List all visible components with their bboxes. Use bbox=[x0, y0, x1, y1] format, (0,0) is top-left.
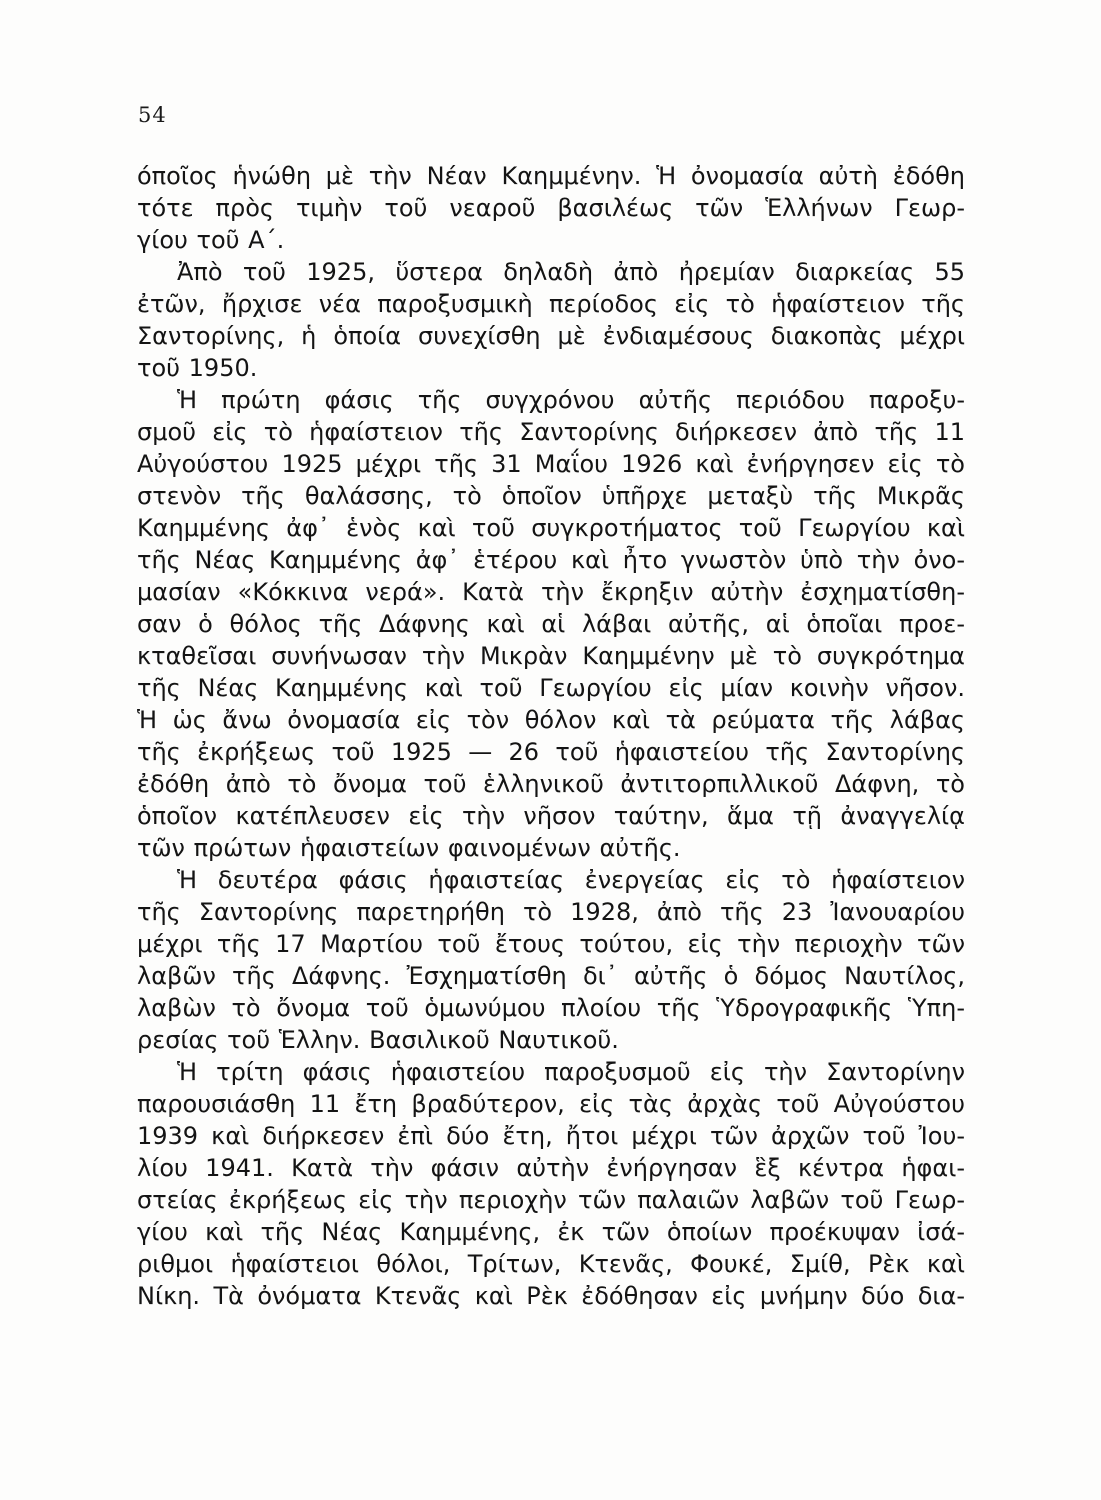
text-line: ριθμοι ἡφαίστειοι θόλοι, Τρίτων, Κτενᾶς, Φουκέ, Σμίθ, Ρὲκ καὶ bbox=[137, 1250, 965, 1278]
paragraph-start-line: Ἡ πρώτη φάσις τῆς συγχρόνου αὐτῆς περιόδου παροξυ- bbox=[177, 386, 965, 414]
text-line: τῆς ἐκρήξεως τοῦ 1925 — 26 τοῦ ἡφαιστείου τῆς Σαντορίνης bbox=[137, 738, 965, 766]
text-line: τῆς Νέας Καημμένης ἀφ᾽ ἑτέρου καὶ ἦτο γνωστὸν ὑπὸ τὴν ὀνο- bbox=[137, 546, 965, 574]
text-line: τῆς Νέας Καημμένης καὶ τοῦ Γεωργίου εἰς μίαν κοινὴν νῆσον. bbox=[137, 674, 965, 702]
paragraph-start-line: Ἡ δευτέρα φάσις ἡφαιστείας ἐνεργείας εἰς τὸ ἡφαίστειον bbox=[177, 866, 965, 894]
text-line: τῶν πρώτων ἡφαιστείων φαινομένων αὐτῆς. bbox=[137, 834, 681, 862]
text-line: γίου καὶ τῆς Νέας Καημμένης, ἐκ τῶν ὁποίων προέκυψαν ἰσά- bbox=[137, 1218, 965, 1246]
paragraph-start-line: Ἡ τρίτη φάσις ἡφαιστείου παροξυσμοῦ εἰς τὴν Σαντορίνην bbox=[177, 1058, 965, 1086]
text-line: ἐτῶν, ἤρχισε νέα παροξυσμικὴ περίοδος εἰς τὸ ἡφαίστειον τῆς bbox=[137, 290, 965, 318]
text-line: 1939 καὶ διήρκεσεν ἐπὶ δύο ἔτη, ἤτοι μέχρι τῶν ἀρχῶν τοῦ Ἰου- bbox=[137, 1122, 965, 1150]
text-line: κταθεῖσαι συνήνωσαν τὴν Μικρὰν Καημμένην μὲ τὸ συγκρότημα bbox=[137, 642, 965, 670]
text-line: Σαντορίνης, ἡ ὁποία συνεχίσθη μὲ ἐνδιαμέσους διακοπὰς μέχρι bbox=[137, 322, 965, 350]
paragraph-start-line: Ἀπὸ τοῦ 1925, ὕστερα δηλαδὴ ἀπὸ ἠρεμίαν διαρκείας 55 bbox=[177, 258, 965, 286]
page-number: 54 bbox=[138, 103, 167, 127]
text-line: Καημμένης ἀφ᾽ ἑνὸς καὶ τοῦ συγκροτήματος τοῦ Γεωργίου καὶ bbox=[137, 514, 965, 542]
text-line: μέχρι τῆς 17 Μαρτίου τοῦ ἔτους τούτου, εἰς τὴν περιοχὴν τῶν bbox=[137, 930, 965, 958]
text-line: Ἡ ὡς ἄνω ὀνομασία εἰς τὸν θόλον καὶ τὰ ρεύματα τῆς λάβας bbox=[137, 706, 965, 734]
text-line: ρεσίας τοῦ Ἑλλην. Βασιλικοῦ Ναυτικοῦ. bbox=[137, 1026, 619, 1054]
body-text bbox=[137, 160, 965, 1312]
text-line: ὁποῖον κατέπλευσεν εἰς τὴν νῆσον ταύτην, ἅμα τῇ ἀναγγελίᾳ bbox=[137, 802, 965, 830]
text-line: σμοῦ εἰς τὸ ἡφαίστειον τῆς Σαντορίνης διήρκεσεν ἀπὸ τῆς 11 bbox=[137, 418, 965, 446]
text-line: Αὐγούστου 1925 μέχρι τῆς 31 Μαΐου 1926 καὶ ἐνήργησεν εἰς τὸ bbox=[137, 450, 965, 478]
text-line: στενὸν τῆς θαλάσσης, τὸ ὁποῖον ὑπῆρχε μεταξὺ τῆς Μικρᾶς bbox=[137, 482, 965, 510]
text-line: σαν ὁ θόλος τῆς Δάφνης καὶ αἱ λάβαι αὐτῆς, αἱ ὁποῖαι προε- bbox=[137, 610, 965, 638]
text-line: τότε πρὸς τιμὴν τοῦ νεαροῦ βασιλέως τῶν Ἑλλήνων Γεωρ- bbox=[137, 194, 965, 222]
text-line: γίου τοῦ Α΄. bbox=[137, 226, 285, 254]
text-line: Νίκη. Τὰ ὀνόματα Κτενᾶς καὶ Ρὲκ ἐδόθησαν εἰς μνήμην δύο δια- bbox=[137, 1282, 965, 1310]
text-line: παρουσιάσθη 11 ἔτη βραδύτερον, εἰς τὰς ἀρχὰς τοῦ Αὐγούστου bbox=[137, 1090, 965, 1118]
text-line: λαβὼν τὸ ὄνομα τοῦ ὁμωνύμου πλοίου τῆς Ὑδρογραφικῆς Ὑπη- bbox=[137, 994, 965, 1022]
text-line: ἐδόθη ἀπὸ τὸ ὄνομα τοῦ ἑλληνικοῦ ἀντιτορπιλλικοῦ Δάφνη, τὸ bbox=[137, 770, 965, 798]
text-line: λαβῶν τῆς Δάφνης. Ἐσχηματίσθη δι᾽ αὐτῆς ὁ δόμος Ναυτίλος, bbox=[137, 962, 965, 990]
text-line: όποῖος ἡνώθη μὲ τὴν Νέαν Καημμένην. Ἡ ὀνομασία αὐτὴ ἐδόθη bbox=[137, 162, 965, 190]
text-line: στείας ἐκρήξεως εἰς τὴν περιοχὴν τῶν παλαιῶν λαβῶν τοῦ Γεωρ- bbox=[137, 1186, 965, 1214]
text-line: τοῦ 1950. bbox=[137, 354, 258, 382]
text-line: λίου 1941. Κατὰ τὴν φάσιν αὐτὴν ἐνήργησαν ἓξ κέντρα ἡφαι- bbox=[137, 1154, 965, 1182]
text-line: τῆς Σαντορίνης παρετηρήθη τὸ 1928, ἀπὸ τῆς 23 Ἰανουαρίου bbox=[137, 898, 965, 926]
text-line: μασίαν «Κόκκινα νερά». Κατὰ τὴν ἔκρηξιν αὐτὴν ἐσχηματίσθη- bbox=[137, 578, 965, 606]
